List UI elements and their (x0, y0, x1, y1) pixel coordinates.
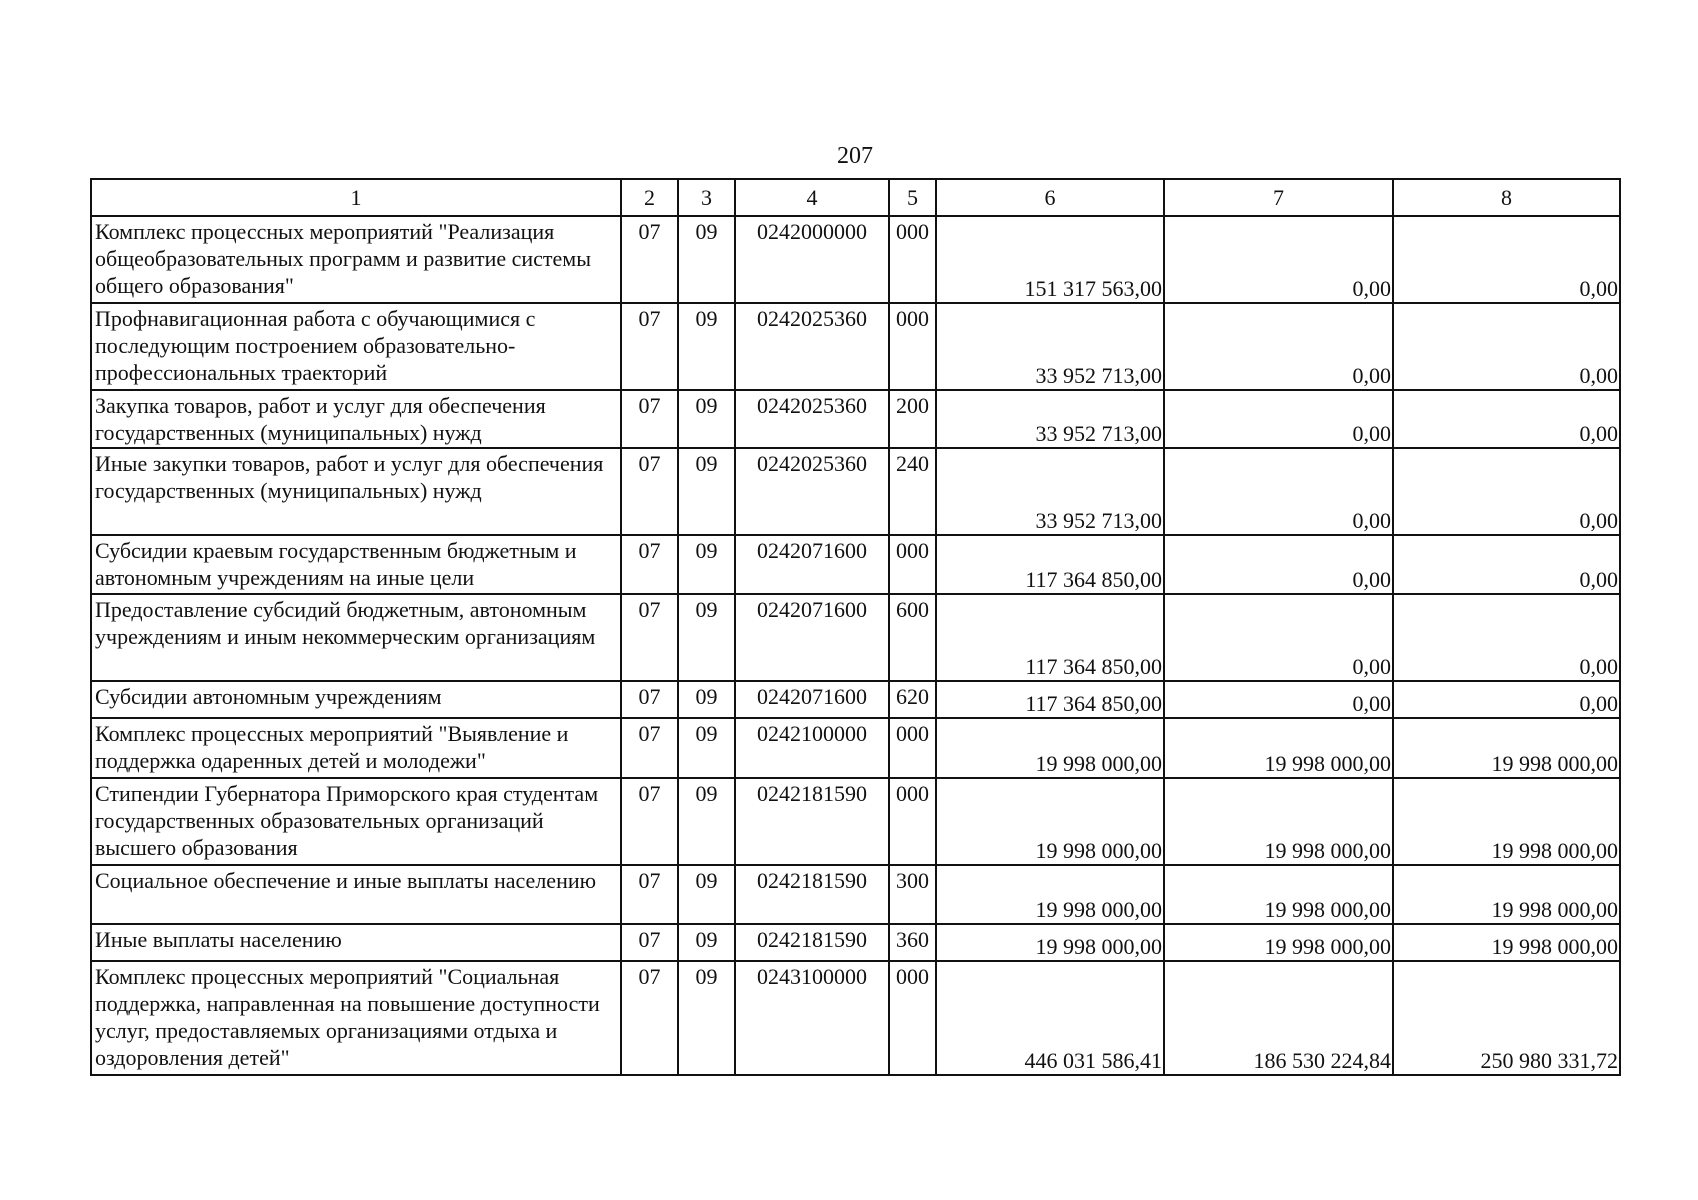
column-header-3: 3 (678, 179, 735, 216)
row-amount-7: 19 998 000,00 (1164, 865, 1393, 924)
row-amount-8: 0,00 (1393, 303, 1620, 390)
row-code-4: 0242181590 (735, 865, 889, 924)
row-amount-6: 117 364 850,00 (936, 681, 1164, 718)
row-name: Субсидии автономным учреждениям (91, 681, 621, 718)
row-amount-6: 19 998 000,00 (936, 924, 1164, 961)
row-name: Субсидии краевым государственным бюджетным и автономным учреждениям на иные цели (91, 535, 621, 594)
table-row (91, 594, 1620, 681)
row-code-5: 000 (889, 961, 936, 1075)
table-row (91, 961, 1620, 1075)
row-code-4: 0242181590 (735, 924, 889, 961)
row-name: Комплекс процессных мероприятий "Реализация общеобразовательных программ и развитие системы общего образования" (91, 216, 621, 303)
page-number: 207 (837, 143, 873, 169)
row-amount-8: 0,00 (1393, 448, 1620, 535)
row-amount-7: 0,00 (1164, 216, 1393, 303)
column-header-2: 2 (621, 179, 678, 216)
row-code-3: 09 (678, 303, 735, 390)
table-row (91, 718, 1620, 778)
row-code-2: 07 (621, 535, 678, 594)
row-amount-6: 117 364 850,00 (936, 535, 1164, 594)
row-code-2: 07 (621, 718, 678, 778)
row-amount-8: 0,00 (1393, 535, 1620, 594)
table-row (91, 448, 1620, 535)
row-amount-7: 0,00 (1164, 303, 1393, 390)
row-code-2: 07 (621, 961, 678, 1075)
row-code-5: 000 (889, 303, 936, 390)
row-amount-8: 0,00 (1393, 594, 1620, 681)
column-header-4: 4 (735, 179, 889, 216)
row-code-3: 09 (678, 924, 735, 961)
row-code-2: 07 (621, 924, 678, 961)
row-amount-7: 19 998 000,00 (1164, 924, 1393, 961)
row-name: Предоставление субсидий бюджетным, автономным учреждениям и иным некоммерческим организациям (91, 594, 621, 681)
row-amount-7: 0,00 (1164, 535, 1393, 594)
row-code-5: 360 (889, 924, 936, 961)
row-code-4: 0242025360 (735, 390, 889, 448)
row-amount-7: 19 998 000,00 (1164, 778, 1393, 865)
row-code-4: 0242181590 (735, 778, 889, 865)
row-amount-8: 19 998 000,00 (1393, 718, 1620, 778)
row-code-5: 620 (889, 681, 936, 718)
row-code-4: 0242071600 (735, 681, 889, 718)
row-code-2: 07 (621, 681, 678, 718)
column-header-6: 6 (936, 179, 1164, 216)
row-code-5: 000 (889, 718, 936, 778)
row-code-4: 0242071600 (735, 594, 889, 681)
row-code-3: 09 (678, 681, 735, 718)
row-code-4: 0243100000 (735, 961, 889, 1075)
table-row (91, 216, 1620, 303)
row-name: Профнавигационная работа с обучающимися с последующим построением образовательно-профессиональных траекторий (91, 303, 621, 390)
budget-table (90, 178, 1621, 1076)
row-amount-8: 19 998 000,00 (1393, 778, 1620, 865)
row-amount-7: 0,00 (1164, 681, 1393, 718)
row-code-3: 09 (678, 594, 735, 681)
row-name: Социальное обеспечение и иные выплаты населению (91, 865, 621, 924)
table-row (91, 681, 1620, 718)
row-amount-8: 0,00 (1393, 216, 1620, 303)
row-code-3: 09 (678, 718, 735, 778)
row-amount-6: 33 952 713,00 (936, 303, 1164, 390)
row-name: Комплекс процессных мероприятий "Выявление и поддержка одаренных детей и молодежи" (91, 718, 621, 778)
row-code-5: 000 (889, 535, 936, 594)
row-amount-8: 0,00 (1393, 390, 1620, 448)
column-header-1: 1 (91, 179, 621, 216)
row-amount-6: 151 317 563,00 (936, 216, 1164, 303)
row-code-3: 09 (678, 216, 735, 303)
table-row (91, 924, 1620, 961)
row-code-4: 0242000000 (735, 216, 889, 303)
row-code-5: 240 (889, 448, 936, 535)
row-code-3: 09 (678, 390, 735, 448)
column-header-5: 5 (889, 179, 936, 216)
row-amount-8: 19 998 000,00 (1393, 924, 1620, 961)
table-row (91, 303, 1620, 390)
row-name: Закупка товаров, работ и услуг для обеспечения государственных (муниципальных) нужд (91, 390, 621, 448)
table-row (91, 865, 1620, 924)
row-amount-6: 33 952 713,00 (936, 448, 1164, 535)
row-code-5: 000 (889, 216, 936, 303)
row-name: Иные выплаты населению (91, 924, 621, 961)
row-name: Иные закупки товаров, работ и услуг для обеспечения государственных (муниципальных) нужд (91, 448, 621, 535)
row-code-3: 09 (678, 448, 735, 535)
row-code-4: 0242025360 (735, 448, 889, 535)
row-amount-6: 19 998 000,00 (936, 865, 1164, 924)
row-name: Стипендии Губернатора Приморского края студентам государственных образовательных организаций высшего образования (91, 778, 621, 865)
row-amount-6: 117 364 850,00 (936, 594, 1164, 681)
row-amount-6: 19 998 000,00 (936, 718, 1164, 778)
row-code-2: 07 (621, 216, 678, 303)
column-header-8: 8 (1393, 179, 1620, 216)
row-code-2: 07 (621, 303, 678, 390)
row-code-5: 600 (889, 594, 936, 681)
row-code-5: 200 (889, 390, 936, 448)
row-code-4: 0242025360 (735, 303, 889, 390)
row-code-5: 000 (889, 778, 936, 865)
row-code-3: 09 (678, 865, 735, 924)
row-code-3: 09 (678, 778, 735, 865)
row-code-5: 300 (889, 865, 936, 924)
table-row (91, 390, 1620, 448)
row-code-2: 07 (621, 448, 678, 535)
row-amount-7: 186 530 224,84 (1164, 961, 1393, 1075)
table-row (91, 535, 1620, 594)
row-amount-7: 0,00 (1164, 594, 1393, 681)
row-code-4: 0242071600 (735, 535, 889, 594)
row-code-3: 09 (678, 961, 735, 1075)
row-name: Комплекс процессных мероприятий "Социальная поддержка, направленная на повышение доступности услуг, предоставляемых организациями отдыха и оздоровления детей" (91, 961, 621, 1075)
row-amount-8: 0,00 (1393, 681, 1620, 718)
row-amount-8: 19 998 000,00 (1393, 865, 1620, 924)
row-amount-7: 0,00 (1164, 390, 1393, 448)
row-code-2: 07 (621, 778, 678, 865)
row-code-3: 09 (678, 535, 735, 594)
row-amount-6: 33 952 713,00 (936, 390, 1164, 448)
table-row (91, 778, 1620, 865)
row-amount-8: 250 980 331,72 (1393, 961, 1620, 1075)
row-amount-7: 19 998 000,00 (1164, 718, 1393, 778)
row-amount-7: 0,00 (1164, 448, 1393, 535)
table-header-row (91, 179, 1620, 216)
row-code-2: 07 (621, 390, 678, 448)
row-code-2: 07 (621, 865, 678, 924)
row-code-2: 07 (621, 594, 678, 681)
row-amount-6: 19 998 000,00 (936, 778, 1164, 865)
column-header-7: 7 (1164, 179, 1393, 216)
row-amount-6: 446 031 586,41 (936, 961, 1164, 1075)
row-code-4: 0242100000 (735, 718, 889, 778)
